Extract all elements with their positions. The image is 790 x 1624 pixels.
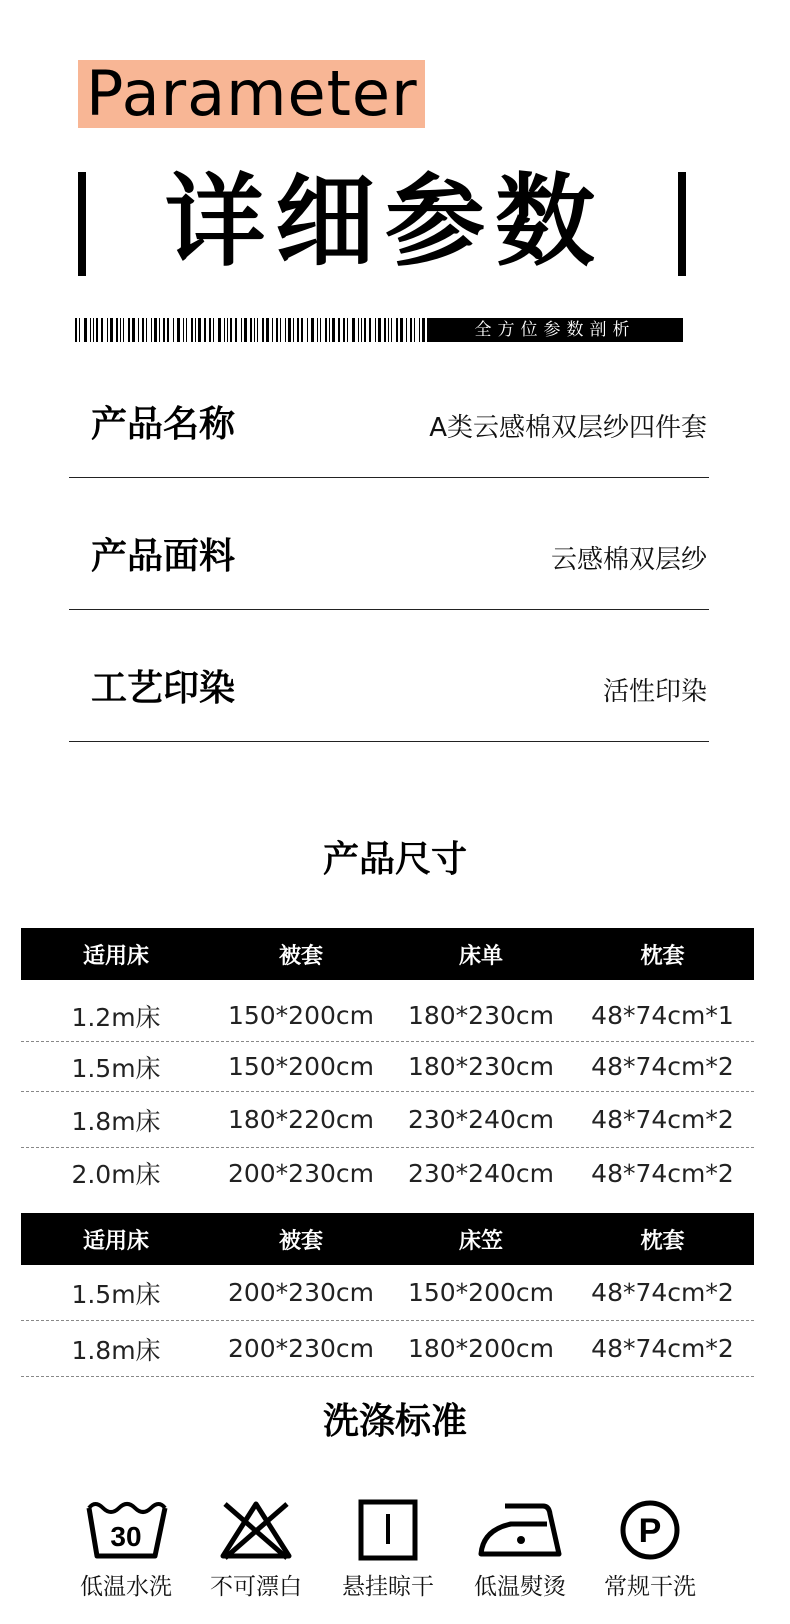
table-cell: 48*74cm*2 — [591, 1158, 734, 1188]
care-item-dry-clean — [580, 1496, 720, 1602]
dry-clean-icon — [605, 1496, 695, 1564]
size-section-title: 产品尺寸 — [322, 839, 467, 880]
care-label: 低温水洗 — [80, 1574, 172, 1600]
table-cell: 48*74cm*2 — [591, 1052, 734, 1081]
table-cell: 1.5m床 — [71, 1053, 161, 1083]
property-row-fabric — [69, 478, 709, 610]
size-table-2-header — [21, 1213, 754, 1265]
column-header: 适用床 — [82, 943, 149, 969]
table-cell: 200*230cm — [227, 1158, 375, 1188]
page-title: 详细参数 — [165, 163, 605, 280]
table-cell: 48*74cm*2 — [591, 1278, 734, 1307]
table-cell: 48*74cm*2 — [591, 1105, 734, 1134]
table-cell: 200*230cm — [227, 1334, 375, 1363]
wash-30-icon — [81, 1496, 171, 1564]
column-header: 枕套 — [640, 1228, 685, 1254]
table-row — [21, 1042, 754, 1092]
hang-dry-icon — [343, 1496, 433, 1564]
title-bar-left — [78, 172, 86, 276]
table-cell: 1.5m床 — [71, 1279, 161, 1309]
property-value: 活性印染 — [602, 677, 707, 707]
column-header: 床笠 — [458, 1228, 503, 1254]
column-header: 被套 — [278, 1228, 323, 1254]
table-cell: 180*220cm — [227, 1105, 375, 1134]
table-cell: 180*230cm — [407, 1052, 555, 1081]
property-value: A类云感棉双层纱四件套 — [429, 413, 707, 443]
property-value: 云感棉双层纱 — [550, 545, 707, 575]
care-label: 悬挂晾干 — [342, 1574, 434, 1600]
property-label: 工艺印染 — [91, 668, 236, 709]
table-cell: 180*200cm — [407, 1334, 555, 1363]
table-cell: 150*200cm — [407, 1278, 555, 1307]
table-row — [21, 1148, 754, 1198]
size-table-1-header — [21, 928, 754, 980]
table-cell: 1.8m床 — [71, 1106, 161, 1136]
column-header: 枕套 — [640, 943, 685, 969]
low-iron-icon — [475, 1496, 565, 1564]
care-item-wash — [56, 1496, 196, 1602]
table-cell: 230*240cm — [407, 1105, 555, 1134]
property-label: 产品名称 — [91, 404, 236, 445]
care-label: 常规干洗 — [604, 1574, 696, 1600]
wash-temperature: 30 — [110, 1521, 142, 1552]
care-icons — [0, 1496, 790, 1616]
care-section-title: 洗涤标准 — [322, 1401, 467, 1442]
column-header: 适用床 — [82, 1228, 149, 1254]
no-bleach-icon — [211, 1496, 301, 1564]
care-label: 低温熨烫 — [474, 1574, 566, 1600]
table-cell: 48*74cm*1 — [591, 1001, 734, 1030]
column-header: 床单 — [458, 943, 503, 969]
parameter-tag: Parameter — [86, 57, 418, 130]
dry-clean-letter: P — [638, 1512, 662, 1550]
table-row — [21, 1321, 754, 1377]
care-item-no-bleach — [186, 1496, 326, 1602]
sub-banner: 全方位参数剖析 — [427, 318, 683, 342]
column-header: 被套 — [278, 943, 323, 969]
property-label: 产品面料 — [91, 536, 236, 577]
title-bar-right — [678, 172, 686, 276]
table-row — [21, 1265, 754, 1321]
table-cell: 180*230cm — [407, 1001, 555, 1030]
care-item-low-iron — [450, 1496, 590, 1602]
table-row — [21, 990, 754, 1042]
table-cell: 1.2m床 — [71, 1002, 161, 1032]
table-cell: 1.8m床 — [71, 1335, 161, 1365]
table-cell: 48*74cm*2 — [591, 1334, 734, 1363]
care-label: 不可漂白 — [210, 1574, 302, 1600]
care-item-hang-dry — [318, 1496, 458, 1602]
table-cell: 200*230cm — [227, 1278, 375, 1307]
table-cell: 2.0m床 — [71, 1160, 161, 1189]
property-row-name — [69, 346, 709, 478]
table-cell: 230*240cm — [407, 1158, 555, 1188]
property-row-dyeing — [69, 610, 709, 742]
table-cell: 150*200cm — [227, 1052, 375, 1081]
table-cell: 150*200cm — [227, 1001, 375, 1030]
barcode-decoration — [75, 318, 427, 342]
table-row — [21, 1092, 754, 1148]
